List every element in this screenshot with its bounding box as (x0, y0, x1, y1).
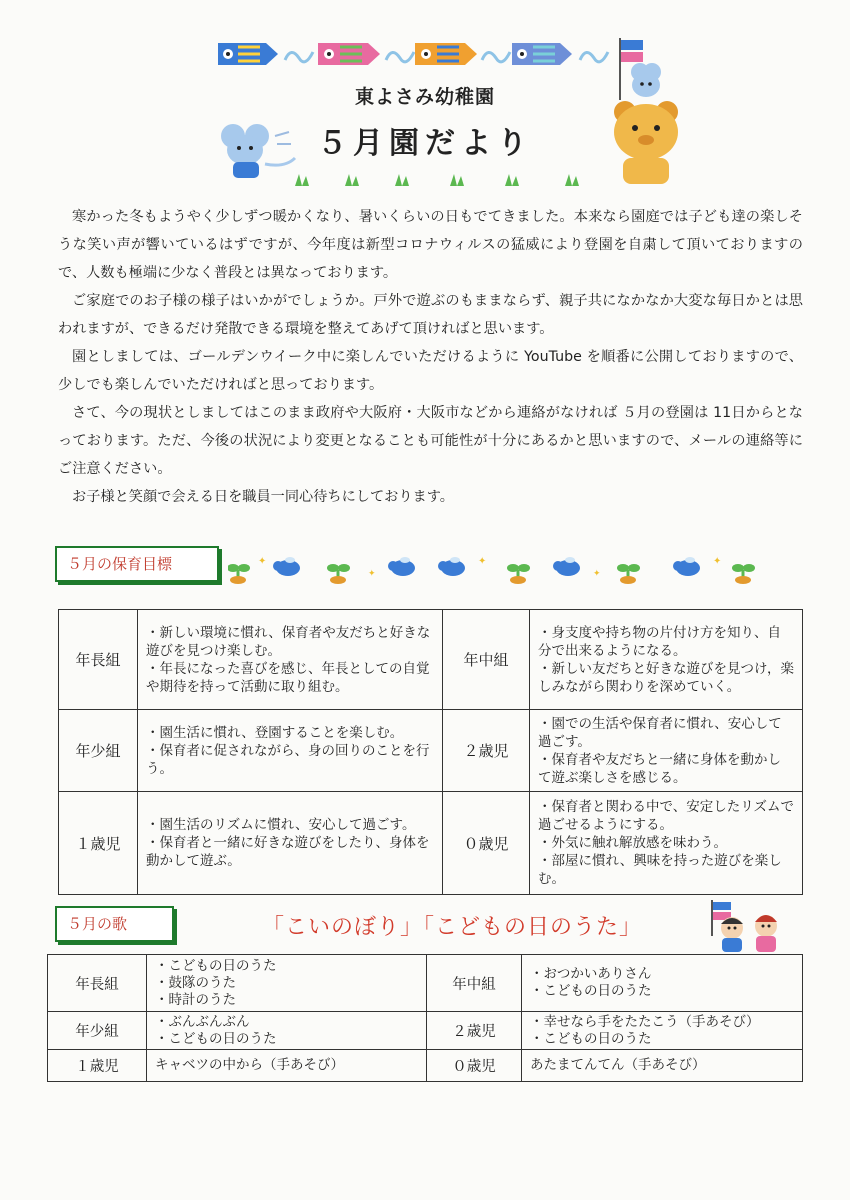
song-item: ・時計のうた (155, 991, 236, 1008)
row-category: 年長組 (59, 610, 138, 710)
song-item: ・幸せなら手をたたこう（手あそび） (530, 1013, 760, 1030)
carp-streamer-icon (218, 43, 278, 65)
svg-text:✦: ✦ (713, 556, 722, 567)
row-category: 年少組 (48, 1012, 147, 1050)
sprout-icon (732, 564, 755, 584)
goal-cell (530, 710, 803, 792)
school-name: 東よさみ幼稚園 (354, 86, 495, 108)
goal-cell (530, 610, 803, 710)
row-category: ０歳児 (443, 792, 530, 895)
goal-cell (138, 610, 443, 710)
goals-heading: ５月の保育目標 (55, 546, 219, 582)
song-item: あたまてんてん（手あそび） (530, 1057, 706, 1073)
sprout-icon (507, 564, 530, 584)
intro-paragraph: お子様と笑顔で会える日を職員一同心待ちにしております。 (72, 489, 454, 505)
goal-item: ・園生活に慣れ、登園することを楽しむ。 (146, 724, 404, 741)
bear-character-icon (595, 30, 695, 188)
bee-icon (438, 557, 465, 576)
table-row (59, 792, 803, 895)
row-category: １歳児 (59, 792, 138, 895)
row-category: 年少組 (59, 710, 138, 792)
goal-item: ・保育者や友だちと一緒に身体を動かして遊ぶ楽しさを感じる。 (538, 751, 781, 786)
table-row (59, 710, 803, 792)
song-item: ・こどもの日のうた (155, 1030, 277, 1047)
table-row (59, 610, 803, 710)
carp-streamer-icon (512, 43, 572, 65)
song-item: ・こどもの日のうた (155, 957, 277, 974)
song-cell (522, 955, 803, 1012)
page-title: ５月園だより (317, 126, 533, 161)
row-category: ２歳児 (443, 710, 530, 792)
bee-icon (553, 557, 580, 576)
sprout-icon (228, 564, 250, 584)
row-category: 年中組 (427, 955, 522, 1012)
goal-item: ・新しい環境に慣れ、保育者や友だちと好きな遊びを見つけ楽しむ。 (146, 624, 431, 659)
song-cell (522, 1012, 803, 1050)
intro-paragraph: 寒かった冬もようやく少しずつ暖かくなり、暑いくらいの日もでてきました。本来なら園庭では子ども達の楽しそうな笑い声が響いているはずですが、今年度は新型コロナウィルスの猛威により登園を自粛して頂いておりますので、人数も極端に少なく普段とは異なっております。 (58, 209, 803, 281)
row-category: 年中組 (443, 610, 530, 710)
goal-item: ・年長になった喜びを感じ、年長としての自覚や期待を持って活動に取り組む。 (146, 660, 430, 695)
goal-item: ・外気に触れ解放感を味わう。 (538, 835, 727, 851)
songs-heading: ５月の歌 (55, 906, 174, 942)
songs-table (47, 954, 803, 1082)
goal-item: ・部屋に慣れ、興味を持った遊びを楽しむ。 (538, 853, 782, 887)
svg-text:✦: ✦ (258, 556, 267, 567)
goal-item: ・園生活のリズムに慣れ、安心して過ごす。 (146, 817, 416, 833)
intro-paragraph: さて、今の現状としましてはこのまま政府や大阪府・大阪市などから連絡がなければ ５月の登園は 11日からとなっております。ただ、今後の状況により変更となることも可能性が十分にあるかと思いますので、メールの連絡等にご注意ください。 (58, 405, 803, 477)
row-category: １歳児 (48, 1050, 147, 1082)
song-item: キャベツの中から（手あそび） (155, 1057, 344, 1073)
goal-item: ・新しい友だちと好きな遊びを見つけ，楽しみながら関わりを深めていく。 (538, 660, 794, 695)
song-item: ・こどもの日のうた (530, 1030, 652, 1047)
grass-row (290, 168, 610, 188)
bee-icon (273, 557, 300, 576)
goals-table (58, 609, 803, 895)
sprout-icon (617, 564, 640, 584)
goal-item: ・園での生活や保育者に慣れ、安心して過ごす。 (538, 715, 782, 750)
table-row (48, 1050, 803, 1082)
svg-text:✦: ✦ (478, 556, 487, 567)
row-category: ２歳児 (427, 1012, 522, 1050)
svg-text:✦: ✦ (368, 569, 376, 579)
carp-streamer-icon (415, 43, 477, 65)
song-title: 「こいのぼり」「こどもの日のうた」 (262, 915, 643, 940)
sprout-bee-border (228, 552, 768, 586)
table-row (48, 1012, 803, 1050)
row-category: ０歳児 (427, 1050, 522, 1082)
intro-text (58, 203, 803, 511)
goal-item: ・身支度や持ち物の片付け方を知り、自分で出来るようになる。 (538, 624, 781, 659)
song-cell (147, 1012, 427, 1050)
table-row (48, 955, 803, 1012)
song-cell (147, 1050, 427, 1082)
song-item: ・鼓隊のうた (155, 974, 236, 991)
song-cell (147, 955, 427, 1012)
goal-item: ・保育者と関わる中で、安定したリズムで過ごせるようにする。 (538, 799, 794, 833)
carp-streamer-row (200, 35, 620, 80)
goal-cell (138, 792, 443, 895)
intro-paragraph: ご家庭でのお子様の様子はいかがでしょうか。戸外で遊ぶのもままならず、親子共になかなか大変な毎日かとは思われますが、できるだけ発散できる環境を整えてあげて頂ければと思います。 (58, 293, 803, 337)
goal-item: ・保育者と一緒に好きな遊びをしたり、身体を動かして遊ぶ。 (146, 835, 430, 869)
goal-cell (530, 792, 803, 895)
song-cell (522, 1050, 803, 1082)
carp-streamer-icon (318, 43, 380, 65)
goal-item: ・保育者に促されながら、身の回りのことを行う。 (146, 742, 430, 777)
intro-paragraph: 園としましては、ゴールデンウイーク中に楽しんでいただけるように YouTube を順番に公開しておりますので、少しでも楽しんでいただければと思っております。 (58, 349, 803, 393)
goal-cell (138, 710, 443, 792)
song-item: ・おつかいありさん (530, 966, 652, 982)
svg-text:✦: ✦ (593, 569, 601, 579)
row-category: 年長組 (48, 955, 147, 1012)
bee-icon (388, 557, 415, 576)
sprout-icon (327, 564, 350, 584)
song-item: ・こどもの日のうた (530, 983, 652, 999)
children-koinobori-icon (700, 896, 790, 954)
bee-icon (673, 557, 700, 576)
song-item: ・ぶんぶんぶん (155, 1013, 250, 1030)
